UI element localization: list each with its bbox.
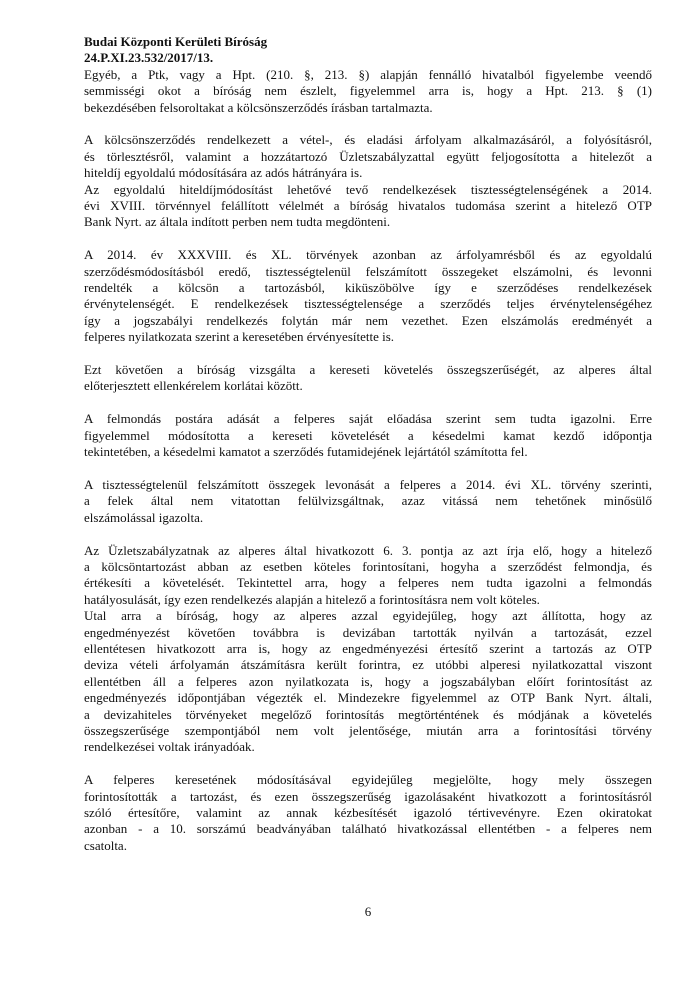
- text-line: bekezdésében felsoroltakat a kölcsönszerződés írásban tartalmazta.: [84, 99, 433, 115]
- document-body: [84, 67, 652, 854]
- text-line: azonban - a 10. sorszámú beadványában található hivatkozással ellentétben - a felperes nem: [84, 821, 652, 837]
- text-line: Utal arra a bíróság, hogy az alperes azzal egyidejűleg, hogy azt állította, hogy az: [84, 608, 652, 624]
- court-name: Budai Központi Kerületi Bíróság: [84, 34, 268, 49]
- paragraph: [84, 67, 652, 116]
- text-line: értékesíti a követelését. Tekintettel arra, hogy a felperes nem tudta igazolni a felmondás: [84, 575, 652, 591]
- paragraph: [84, 132, 652, 181]
- text-line: Bank Nyrt. az általa indított perben nem tudta megdönteni.: [84, 214, 391, 230]
- paragraph: [84, 608, 652, 756]
- paragraph: [84, 543, 652, 609]
- text-line: Az Üzletszabályzatnak az alperes által hivatkozott 6. 3. pontja az azt írja elő, hogy a hitelező: [84, 542, 652, 558]
- paragraph: [84, 772, 652, 854]
- paragraph: [84, 247, 652, 345]
- text-line: A felperes keresetének módosításával egyidejűleg megjelölte, hogy mely összegen: [84, 772, 652, 788]
- text-line: engedményezést követően továbbra is devizában tartották nyilván a tartozását, ezzel: [84, 624, 652, 640]
- text-line: érvénytelenségét. E rendelkezések tisztességtelensége a szerződés teljes érvénytelenségéhez: [84, 296, 652, 312]
- text-line: így a jogszabályi rendelkezés folytán már nem vezethet. Ezen elszámolás eredményét a: [84, 312, 652, 328]
- text-line: A tisztességtelenül felszámított összegek levonását a felperes a 2014. évi XL. törvény szerinti,: [84, 476, 652, 492]
- text-line: ellentétesen hivatkozott arra is, hogy az engedményezési értesítő szerint a tartozás az OTP: [84, 640, 652, 656]
- text-line: semmisségi okot a bíróság nem észlelt, figyelemmel arra is, hogy a Hpt. 213. § (1): [84, 83, 652, 99]
- paragraph: [84, 477, 652, 526]
- text-line: a felek által nem vitatottan felülvizsgáltnak, azaz vitássá nem tehetőnek minősülő: [84, 493, 652, 509]
- text-line: rendelkezései voltak irányadóak.: [84, 739, 255, 755]
- text-line: hatályosulását, így ezen rendelkezés alapján a hitelező a forintosításra nem volt köteles.: [84, 591, 540, 607]
- text-line: felperes nyilatkozata szerint a keresetében érvényesítette is.: [84, 329, 395, 345]
- text-line: Az egyoldalú hiteldíjmódosítást lehetővé tevő rendelkezések tisztességtelenségének a 2014.: [84, 181, 652, 197]
- text-line: deviza vételi árfolyamán átszámításra került forintra, ez utóbbi alperesi nyilatkozattal viszont: [84, 657, 652, 673]
- text-line: A felmondás postára adását a felperes saját előadása szerint sem tudta igazolni. Erre: [84, 411, 652, 427]
- text-line: elszámolással igazolta.: [84, 509, 204, 525]
- document-header: [84, 34, 652, 67]
- paragraph: [84, 182, 652, 231]
- text-line: forintosították a tartozást, és ezen összegszerűség igazolásaként hivatkozott a forintosításról: [84, 788, 652, 804]
- text-line: tekintetében, a késedelmi kamatot a szerződés futamidejének lejártától számította fel.: [84, 444, 528, 460]
- text-line: és törlesztésről, valamint a hozzátartozó Üzletszabályzattal együtt feljogosította a hitelezőt a: [84, 148, 652, 164]
- text-line: csatolta.: [84, 837, 127, 853]
- text-line: előterjesztett ellenkérelem korlátai között.: [84, 378, 303, 394]
- text-line: hiteldíj egyoldalú módosítására az adós hátrányára is.: [84, 165, 363, 181]
- text-line: szóló értesítőre, valamint az annak kézbesítését igazoló tértivevényre. Ezen okiratokat: [84, 804, 652, 820]
- text-line: szerződésmódosításból eredő, tisztességtelenül felszámított összegeket elszámolni, és levonni: [84, 263, 652, 279]
- page-number: 6: [364, 904, 372, 919]
- text-line: engedményezés időpontjában végezték el. Mindezekre figyelemmel az OTP Bank Nyrt. általi,: [84, 690, 652, 706]
- text-line: A 2014. év XXXVIII. és XL. törvények azonban az árfolyamrésből és az egyoldalú: [84, 247, 652, 263]
- text-line: ellentétben áll a felperes azon nyilatkozata is, hogy a jogszabályban előírt forintosítást az: [84, 673, 652, 689]
- text-line: évi XVIII. törvénnyel felállított vélelmét a bíróság hivatalos tudomása szerint a hitelező OTP: [84, 198, 652, 214]
- paragraph: [84, 362, 652, 395]
- text-line: A kölcsönszerződés rendelkezett a vétel-, és eladási árfolyam alkalmazásáról, a folyósításról,: [84, 132, 652, 148]
- text-line: figyelemmel módosította a kereseti követelését a késedelmi kamat kezdő időpontja: [84, 427, 652, 443]
- case-number: 24.P.XI.23.532/2017/13.: [84, 50, 214, 66]
- text-line: összegszerűsége szempontjából nem volt jelentősége, miután arra a forintosítási törvény: [84, 722, 652, 738]
- text-line: a devizahiteles törvényeket megelőző forintosítás megtörténtének és módjának a követelés: [84, 706, 652, 722]
- text-line: rendelték a kölcsön a tartozásból, kiküszöbölve így e szerződéses rendelkezések: [84, 280, 652, 296]
- paragraph: [84, 411, 652, 460]
- text-line: Egyéb, a Ptk, vagy a Hpt. (210. §, 213. §) alapján fennálló hivatalból figyelembe veendő: [84, 66, 652, 82]
- text-line: a kölcsöntartozást abban az esetben köteles forintosítani, hogyha a szerződést felmondja, és: [84, 558, 652, 574]
- text-line: Ezt követően a bíróság vizsgálta a kereseti követelés összegszerűségét, az alperes által: [84, 362, 652, 378]
